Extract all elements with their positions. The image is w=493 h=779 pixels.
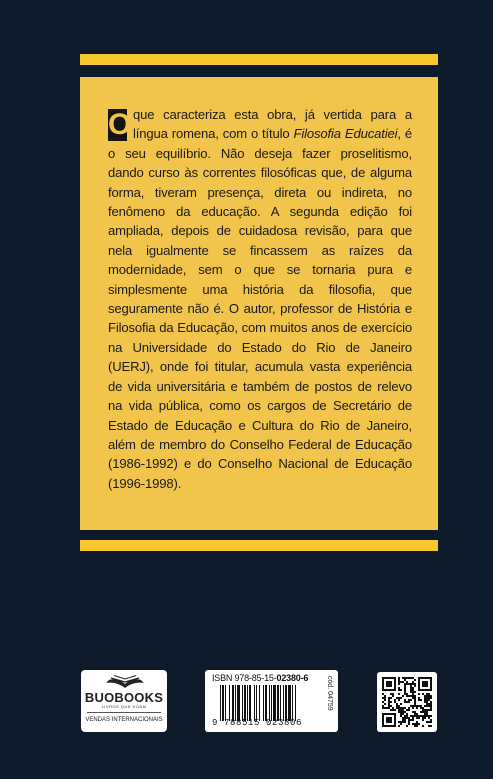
- isbn-barcode: [205, 670, 338, 732]
- qr-code: [377, 672, 437, 732]
- isbn-prefix: ISBN 978-85-15-: [212, 673, 277, 683]
- description-body: , é o seu equilíbrio. Não deseja fazer proselitismo, dando curso às correntes filosóficas que, de alguma forma, tiveram presença, direta ou indireta, no fenômeno da educação. A segunda edição foi ampliada, depois de cuidadosa revisão, para que nela igualmente se fincassem as raízes da modernidade, sem o que se tornaria pura e simplesmente uma história da filosofia, que seguramente não é. O autor, professor de História e Filosofia da Educação, com muitos anos de exercício na Universidade do Estado do Rio de Janeiro (UERJ), onde foi titular, acumula vasta experiência de vida universitária e também de postos de relevo na vida pública, como os cargos de Secretário de Estado de Educação e Cultura do Rio de Janeiro, além de membro do Conselho Federal de Educação (1986-1992) e do Conselho Nacional de Educação (1996-1998).: [108, 126, 412, 491]
- publisher-sales-line: VENDAS INTERNACIONAIS: [85, 717, 163, 723]
- translated-title: Filosofia Educatiei: [293, 126, 398, 142]
- top-stripe: [80, 54, 438, 65]
- bottom-stripe: [80, 540, 438, 551]
- isbn-suffix: 02380-6: [276, 673, 309, 683]
- description-intro: que caracteriza esta obra, já vertida para a língua romena, com o título: [133, 107, 412, 142]
- publisher-logo: [81, 670, 167, 732]
- qr-code-icon: [382, 677, 432, 727]
- barcode-digits: 9 788515 023806: [212, 718, 303, 728]
- description-text: [108, 105, 412, 493]
- publisher-name: BUOBOOKS: [84, 690, 164, 705]
- isbn-label: [212, 673, 308, 683]
- barcode-bars: [218, 685, 328, 721]
- drop-cap: O: [108, 108, 132, 141]
- description-panel: [80, 77, 438, 530]
- publisher-slogan: LIVROS QUE VOAM: [101, 704, 147, 709]
- publisher-divider: [87, 712, 161, 713]
- product-code: cód. 04759: [326, 676, 333, 711]
- book-wings-icon: [105, 674, 145, 690]
